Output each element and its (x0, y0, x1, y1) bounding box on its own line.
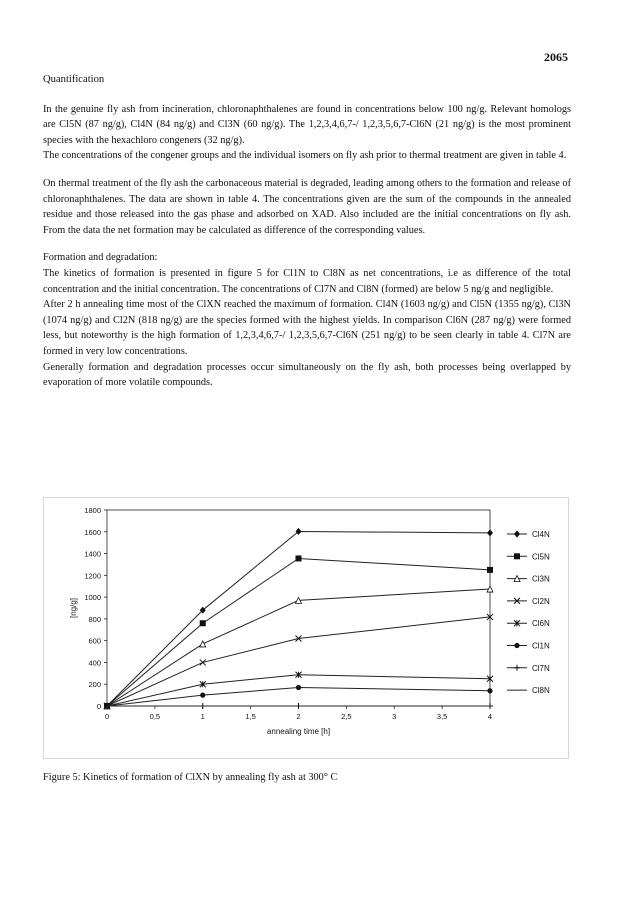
data-point-cl4n (296, 528, 302, 535)
data-point-cl4n (487, 529, 493, 536)
y-tick-label: 600 (88, 636, 101, 646)
data-point-cl1n (296, 685, 301, 690)
data-point-cl5n (487, 567, 493, 573)
paragraph-line: On thermal treatment of the fly ash the carbonaceous material is degraded, leading among others to the formation and release of chloronaphthalenes. The data are shown in table 4. The concentrations given are the sum of the compounds in the annealed residue and those released into the gas phase and adsorbed on XAD. Also included are the initial concentrations on fly ash. From the data the net formation may be calculated as difference of the corresponding values. (43, 177, 571, 236)
paragraph-line: In the genuine fly ash from incineration, chloronaphthalenes are found in concentrations below 100 ng/g. Relevant homologs are Cl5N (87 ng/g), Cl4N (84 ng/g) and Cl3N (60 ng/g). The 1,2,3,4,6,7-/ 1,2,3,5,6,7-Cl6N (21 ng/g) is the most prominent species with the hexachloro congeners (32 ng/g). (43, 103, 571, 146)
article-body (43, 72, 571, 403)
data-point-cl5n (296, 555, 302, 561)
paragraph (43, 176, 571, 238)
x-tick-label: 0 (104, 712, 110, 721)
y-tick-label: 400 (88, 658, 101, 668)
paragraph-line: The kinetics of formation is presented in figure 5 for Cl1N to Cl8N as net concentrations, i.e as difference of the total concentration and the initial concentration. The concentrations of Cl7N and Cl8N (formed) are below 5 ng/g and negligible. (43, 267, 571, 295)
legend-marker-cl1n (514, 643, 519, 648)
y-tick-label: 1800 (84, 506, 101, 515)
legend-label-cl2n: Cl2N (532, 596, 550, 606)
x-tick-label: 3,5 (436, 712, 448, 721)
x-tick-label: 1 (200, 712, 205, 721)
figure-caption: Figure 5: Kinetics of formation of ClXN by annealing fly ash at 300° C (43, 772, 338, 783)
series-line-cl5n (107, 558, 490, 706)
section-heading: Quantification (43, 74, 105, 85)
x-tick-label: 4 (487, 712, 493, 721)
legend-label-cl5n: Cl5N (532, 552, 550, 562)
y-tick-label: 1200 (84, 571, 101, 581)
paragraph-line: The concentrations of the congener groups and the individual isomers on fly ash prior to thermal treatment are given in table 4. (43, 150, 567, 162)
y-tick-label: 1400 (84, 549, 101, 559)
legend-label-cl3n: Cl3N (532, 574, 550, 584)
legend-label-cl7n: Cl7N (532, 663, 550, 673)
paragraph (43, 102, 571, 164)
x-axis-label: annealing time [h] (266, 727, 331, 736)
legend-marker-cl7n (514, 665, 520, 671)
paragraph-line: Formation and degradation: (43, 252, 158, 264)
x-tick-label: 2,5 (341, 712, 352, 721)
legend-label-cl4n: Cl4N (532, 530, 550, 539)
legend-label-cl8n: Cl8N (532, 686, 550, 696)
y-tick-label: 1600 (84, 527, 101, 537)
x-tick-label: 3 (392, 712, 397, 721)
legend-marker-cl5n (514, 553, 520, 559)
y-tick-label: 0 (96, 702, 101, 711)
data-point-cl3n (200, 641, 206, 647)
legend-marker-cl4n (514, 530, 520, 537)
x-tick-label: 1,5 (245, 712, 256, 721)
paragraph (43, 250, 571, 390)
figure-5-chart (43, 497, 569, 759)
paragraph-line: After 2 h annealing time most of the ClXN reached the maximum of formation. Cl4N (1603 ng/g) and Cl5N (1355 ng/g), Cl3N (1074 ng/g) and Cl2N (818 ng/g) are the species formed with the highest yields. In comparison Cl6N (287 ng/g) were formed less, but noteworthy is the high formation of 1,2,3,4,6,7-/ 1,2,3,5,6,7-Cl6N (251 ng/g) to be seen clearly in table 4. Cl7N are formed in very low concentrations. (43, 299, 571, 357)
data-point-cl5n (200, 620, 206, 626)
x-tick-label: 0,5 (149, 712, 161, 721)
legend-label-cl6n: Cl6N (532, 619, 550, 629)
paragraph-line: Generally formation and degradation processes occur simultaneously on the fly ash, both processes being overlapped by evaporation of more volatile compounds. (43, 361, 571, 389)
y-tick-label: 1000 (84, 593, 101, 603)
y-tick-label: 200 (88, 680, 101, 690)
page-number: 2065 (544, 50, 568, 64)
data-point-cl1n (200, 693, 205, 698)
y-axis-label: [ng/g] (69, 597, 78, 619)
paragraphs (43, 102, 571, 391)
line-chart (44, 498, 570, 760)
y-tick-label: 800 (88, 614, 101, 624)
legend-label-cl1n: Cl1N (532, 641, 550, 651)
data-point-cl2n (200, 659, 206, 665)
x-tick-label: 2 (296, 712, 301, 721)
data-point-cl1n (487, 688, 492, 693)
